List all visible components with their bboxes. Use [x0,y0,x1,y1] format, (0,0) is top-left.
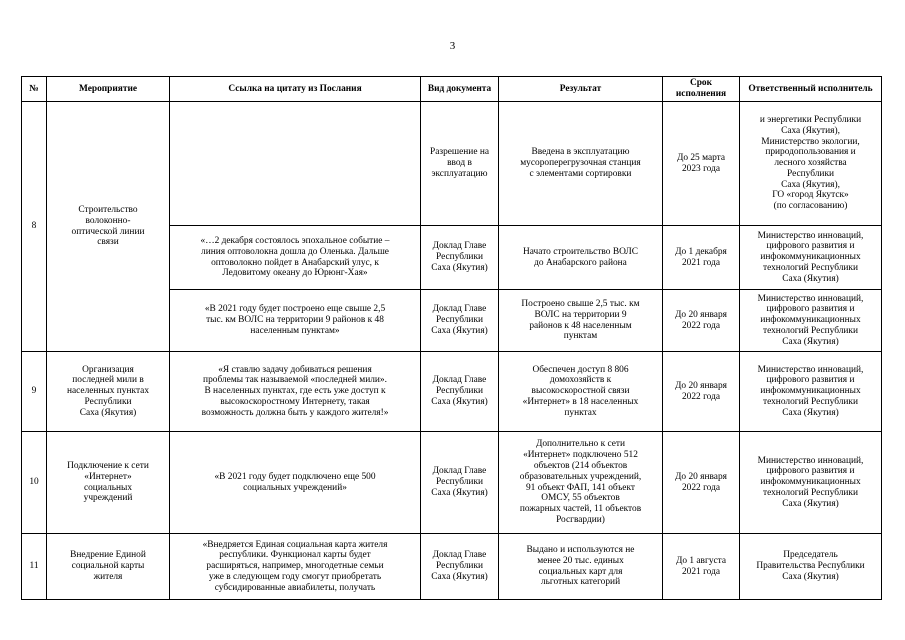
event-cell: Подключение к сети «Интернет» социальных учреждений [47,432,170,534]
header-responsible: Ответственный исполнитель [740,77,882,102]
doc-type-cell: Доклад Главе Республики Саха (Якутия) [421,432,499,534]
row-number-cell: 11 [22,534,47,600]
responsible-part: и энергетики Республики Саха (Якутия), [759,114,862,136]
result-cell: Дополнительно к сети «Интернет» подключено 512 объектов (214 объектов образовательных учреждений, 91 объект ФАП, 141 объект ОМСУ, 55 объектов пожарных частей, 11 объектов Росгвардии) [499,432,663,534]
quote-cell [170,102,421,226]
header-event: Мероприятие [47,77,170,102]
table-body [22,102,882,600]
responsible-part: Министерство инноваций, цифрового развития и инфокоммуникационных технологий Республики Саха (Якутия) [757,455,864,509]
table-row [22,534,882,600]
doc-type-cell: Доклад Главе Республики Саха (Якутия) [421,352,499,432]
doc-type-cell: Доклад Главе Республики Саха (Якутия) [421,290,499,352]
deadline-cell: До 20 января 2022 года [663,290,740,352]
quote-cell: «…2 декабря состоялось эпохальное событие – линия оптоволокна дошла до Оленька. Дальше оптоволокно пойдет в Анабарский улус, к Ледовитому океану до Юрюнг-Хая» [170,226,421,290]
header-num: № [22,77,47,102]
result-cell: Обеспечен доступ 8 806 домохозяйств к высокоскоростной связи «Интернет» в 18 населенных пунктах [499,352,663,432]
result-cell: Выдано и используются не менее 20 тыс. единых социальных карт для льготных категорий [499,534,663,600]
result-cell: Введена в эксплуатацию мусороперегрузочная станция с элементами сортировки [499,102,663,226]
header-result: Результат [499,77,663,102]
responsible-cell [740,102,882,226]
responsible-part: ГО «город Якутск» (по согласованию) [772,190,849,212]
table-row [22,102,882,226]
deadline-cell: До 1 августа 2021 года [663,534,740,600]
table-header-row [22,77,882,102]
measures-table [21,76,882,600]
responsible-part: Министерство инноваций, цифрового развития и инфокоммуникационных технологий Республики Саха (Якутия) [757,230,864,284]
quote-cell: «В 2021 году будет построено еще свыше 2,5 тыс. км ВОЛС на территории 9 районов к 48 населенным пунктам» [170,290,421,352]
responsible-part: Министерство экологии, природопользования и лесного хозяйства Республики Саха (Якутия), [761,136,860,190]
event-cell: Внедрение Единой социальной карты жителя [47,534,170,600]
doc-type-cell: Разрешение на ввод в эксплуатацию [421,102,499,226]
responsible-cell [740,352,882,432]
quote-cell: «В 2021 году будет подключено еще 500 социальных учреждений» [170,432,421,534]
table-row [22,432,882,534]
row-number-cell: 10 [22,432,47,534]
responsible-part: Министерство инноваций, цифрового развития и инфокоммуникационных технологий Республики Саха (Якутия) [757,364,864,418]
row-number-cell: 8 [22,102,47,352]
quote-cell: «Я ставлю задачу добиваться решения проблемы так называемой «последней мили». В населенных пунктах, где есть уже доступ к высокоскоростному Интернету, такая возможность должна быть у каждого жителя!» [170,352,421,432]
page-number: 3 [449,40,456,52]
responsible-cell [740,226,882,290]
doc-type-cell: Доклад Главе Республики Саха (Якутия) [421,226,499,290]
header-deadline: Срок исполнения [663,77,740,102]
responsible-cell [740,432,882,534]
result-cell: Начато строительство ВОЛС до Анабарского района [499,226,663,290]
deadline-cell: До 20 января 2022 года [663,432,740,534]
header-doc-type: Вид документа [421,77,499,102]
table-row [22,352,882,432]
deadline-cell: До 25 марта 2023 года [663,102,740,226]
result-cell: Построено свыше 2,5 тыс. км ВОЛС на территории 9 районов к 48 населенным пунктам [499,290,663,352]
doc-type-cell: Доклад Главе Республики Саха (Якутия) [421,534,499,600]
header-quote: Ссылка на цитату из Послания [170,77,421,102]
responsible-cell [740,290,882,352]
event-cell: Строительство волоконно- оптической линии связи [47,102,170,352]
deadline-cell: До 1 декабря 2021 года [663,226,740,290]
responsible-part: Председатель Правительства Республики Саха (Якутия) [756,550,865,582]
event-cell: Организация последней мили в населенных пунктах Республики Саха (Якутия) [47,352,170,432]
row-number-cell: 9 [22,352,47,432]
quote-cell: «Внедряется Единая социальная карта жителя республики. Функционал карты будет расширяться, например, многодетные семьи уже в следующем году смогут приобретать субсидированные авиабилеты, получать [170,534,421,600]
responsible-cell [740,534,882,600]
responsible-part: Министерство инноваций, цифрового развития и инфокоммуникационных технологий Республики Саха (Якутия) [757,293,864,347]
deadline-cell: До 20 января 2022 года [663,352,740,432]
